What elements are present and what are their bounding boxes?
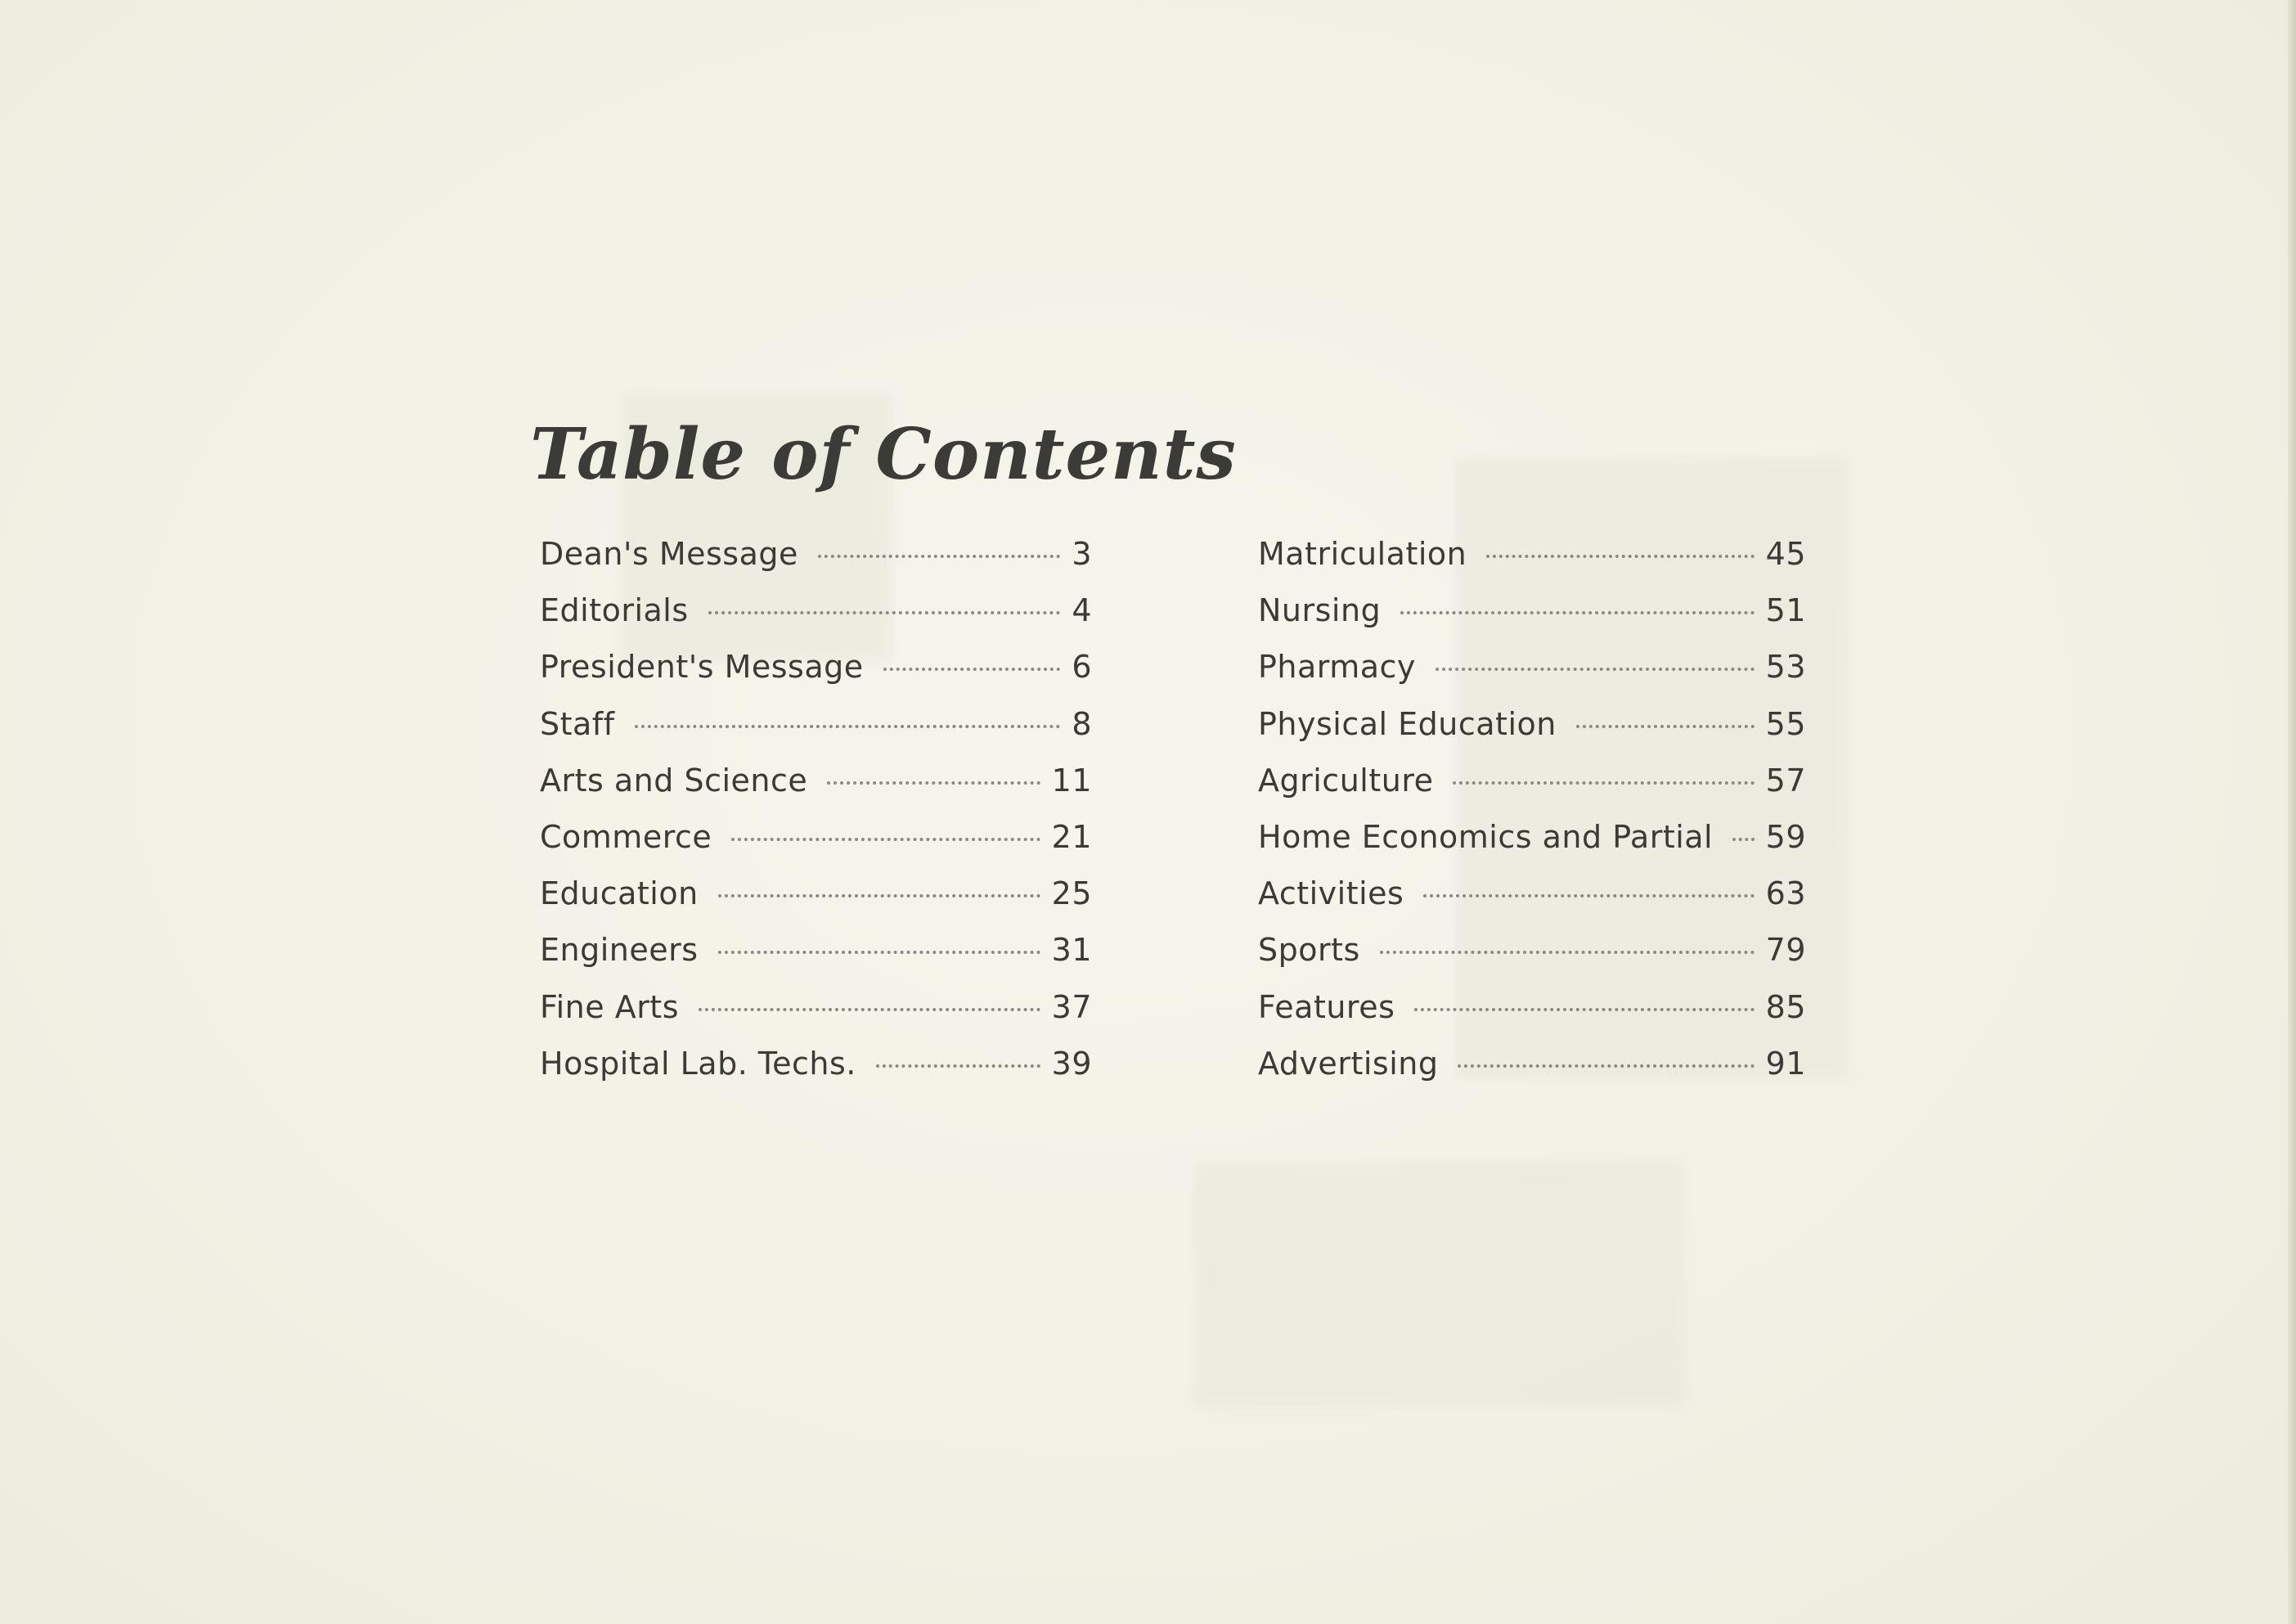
toc-entry-page: 8 (1072, 705, 1092, 742)
toc-entry (540, 763, 1092, 819)
toc-entry-label: Editorials (540, 592, 689, 629)
toc-entry-label: Agriculture (1258, 762, 1434, 799)
toc-entry-page: 37 (1051, 988, 1092, 1025)
toc-entry-page: 91 (1765, 1045, 1806, 1082)
dot-leader (708, 611, 1061, 614)
toc-entry (540, 536, 1092, 592)
toc-entry-page: 3 (1072, 536, 1092, 572)
toc-entry-page: 21 (1051, 818, 1092, 855)
toc-entry-label: Commerce (540, 818, 712, 855)
toc-entry-page: 11 (1051, 762, 1092, 799)
toc-entry-label: Hospital Lab. Techs. (540, 1045, 856, 1082)
toc-entry (540, 875, 1092, 932)
toc-entry (1258, 989, 1806, 1046)
dot-leader (876, 1064, 1040, 1068)
toc-entry-page: 39 (1051, 1045, 1092, 1082)
toc-entry-label: Home Economics and Partial (1258, 818, 1714, 855)
toc-entry-page: 79 (1765, 932, 1806, 969)
dot-leader (731, 838, 1040, 841)
toc-entry (540, 1046, 1092, 1102)
dot-leader (827, 781, 1040, 785)
toc-entry-label: Advertising (1258, 1045, 1439, 1082)
toc-entry-label: Features (1258, 988, 1395, 1025)
toc-entry-page: 59 (1765, 818, 1806, 855)
dot-leader (699, 1008, 1040, 1011)
toc-entry (540, 706, 1092, 763)
toc-entry (540, 592, 1092, 649)
toc-entry-page: 63 (1765, 875, 1806, 912)
toc-left-column (540, 536, 1092, 1102)
toc-entry-page: 45 (1765, 536, 1806, 572)
toc-entry-page: 4 (1072, 592, 1092, 629)
toc-entry (540, 932, 1092, 988)
toc-entry-page: 25 (1051, 875, 1092, 912)
toc-entry-label: Activities (1258, 875, 1404, 912)
toc-entry (540, 649, 1092, 705)
page-title: Table of Contents (530, 413, 1237, 496)
page-edge (2288, 0, 2296, 1624)
toc-entry-page: 51 (1765, 592, 1806, 629)
toc-entry (540, 819, 1092, 875)
toc-entry (1258, 1046, 1806, 1102)
dot-leader (1423, 894, 1754, 897)
toc-entry-label: Engineers (540, 932, 699, 969)
dot-leader (1458, 1064, 1754, 1068)
toc-right-column (1258, 536, 1806, 1102)
toc-entry-label: Education (540, 875, 699, 912)
toc-entry-label: Staff (540, 705, 615, 742)
toc-entry-page: 31 (1051, 932, 1092, 969)
toc-entry (1258, 706, 1806, 763)
dot-leader (1576, 725, 1755, 728)
toc-entry-label: Sports (1258, 932, 1360, 969)
toc-entry (1258, 649, 1806, 705)
dot-leader (1400, 611, 1754, 614)
toc-entry-label: President's Message (540, 649, 864, 686)
toc-entry-label: Physical Education (1258, 705, 1557, 742)
dot-leader (1436, 668, 1755, 671)
toc-entry-page: 53 (1765, 649, 1806, 686)
toc-entry-label: Arts and Science (540, 762, 808, 799)
toc-entry-label: Fine Arts (540, 988, 680, 1025)
toc-entry (1258, 932, 1806, 988)
toc-entry-page: 57 (1765, 762, 1806, 799)
toc-entry-label: Dean's Message (540, 536, 798, 572)
toc-entry (1258, 592, 1806, 649)
toc-entry (1258, 763, 1806, 819)
toc-entry-page: 55 (1765, 705, 1806, 742)
toc-entry (1258, 536, 1806, 592)
toc-entry (540, 989, 1092, 1046)
dot-leader (1732, 838, 1755, 841)
toc-entry-page: 85 (1765, 988, 1806, 1025)
dot-leader (1453, 781, 1754, 785)
toc-entry (1258, 875, 1806, 932)
dot-leader (883, 668, 1061, 671)
toc-entry (1258, 819, 1806, 875)
toc-entry-page: 6 (1072, 649, 1092, 686)
toc-entry-label: Matriculation (1258, 536, 1467, 572)
show-through-shape (1194, 1162, 1685, 1407)
dot-leader (818, 555, 1060, 558)
dot-leader (718, 894, 1040, 897)
dot-leader (1414, 1008, 1754, 1011)
toc-entry-label: Nursing (1258, 592, 1382, 629)
dot-leader (1486, 555, 1754, 558)
dot-leader (718, 951, 1040, 954)
dot-leader (1380, 951, 1755, 954)
toc-entry-label: Pharmacy (1258, 649, 1416, 686)
dot-leader (635, 725, 1061, 728)
